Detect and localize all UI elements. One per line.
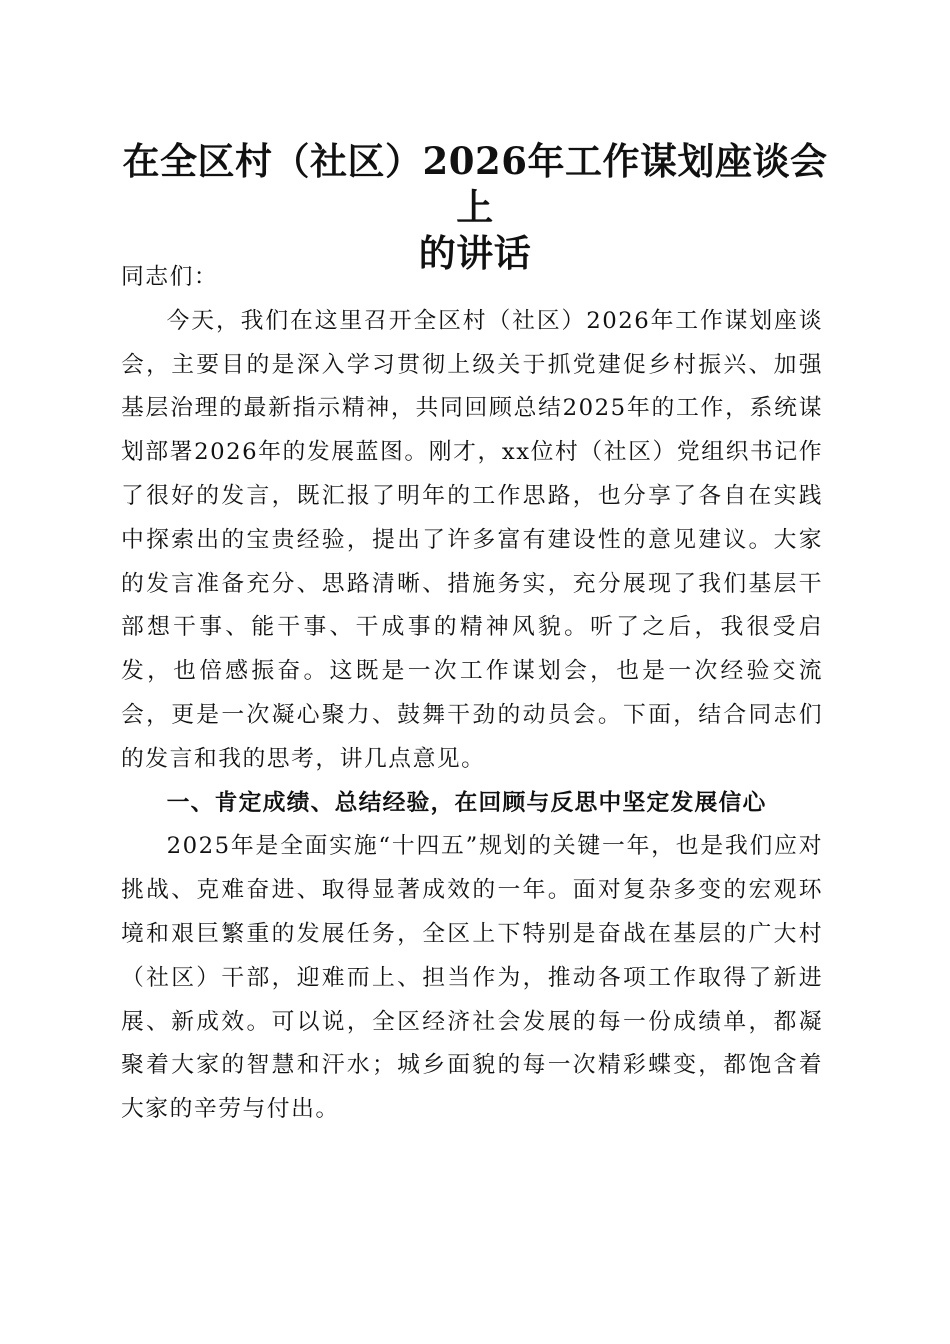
salutation: 同志们：: [121, 264, 219, 290]
section-heading-1: 一、肯定成绩、总结经验，在回顾与反思中坚定发展信心: [166, 789, 767, 816]
document-body: [121, 256, 823, 1132]
paragraph-section-1: 2025年是全面实施“十四五”规划的关键一年，也是我们应对挑战、克难奋进、取得显著成效的一年。面对复杂多变的宏观环境和艰巨繁重的发展任务，全区上下特别是奋战在基层的广大村（社区）干部，迎难而上、担当作为，推动各项工作取得了新进展、新成效。可以说，全区经济社会发展的每一份成绩单，都凝聚着大家的智慧和汗水；城乡面貌的每一次精彩蝶变，都饱含着大家的辛劳与付出。: [121, 833, 823, 1123]
title-line-1: 在全区村（社区）2026年工作谋划座谈会上: [122, 139, 828, 229]
title-line-2: 的讲话: [418, 231, 532, 275]
paragraph-opening: 今天，我们在这里召开全区村（社区）2026年工作谋划座谈会，主要目的是深入学习贯彻上级关于抓党建促乡村振兴、加强基层治理的最新指示精神，共同回顾总结2025年的工作，系统谋划部署2026年的发展蓝图。刚才，xx位村（社区）党组织书记作了很好的发言，既汇报了明年的工作思路，也分享了各自在实践中探索出的宝贵经验，提出了许多富有建设性的意见建议。大家的发言准备充分、思路清晰、措施务实，充分展现了我们基层干部想干事、能干事、干成事的精神风貌。听了之后，我很受启发，也倍感振奋。这既是一次工作谋划会，也是一次经验交流会，更是一次凝心聚力、鼓舞干劲的动员会。下面，结合同志们的发言和我的思考，讲几点意见。: [121, 307, 823, 772]
